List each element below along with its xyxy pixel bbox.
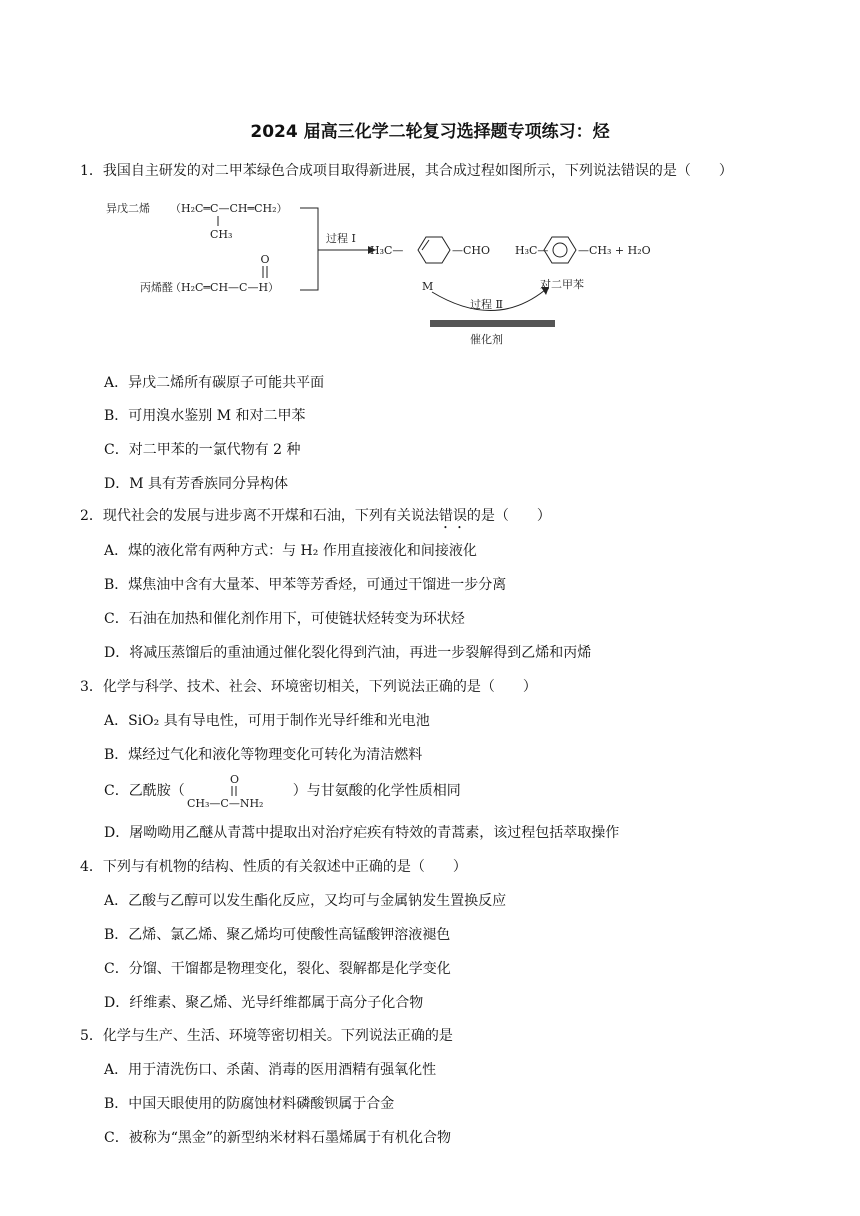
option-5c: C．被称为“黑金”的新型纳米材料石墨烯属于有机化合物 <box>104 1130 452 1146</box>
question-5-stem <box>80 1025 453 1045</box>
product-ring-aromatic <box>553 243 567 257</box>
option-5b: B．中国天眼使用的防腐蚀材料磷酸钡属于合金 <box>104 1096 395 1112</box>
option-4d: D．纤维素、聚乙烯、光导纤维都属于高分子化合物 <box>104 995 424 1011</box>
option-3a: A．SiO₂ 具有导电性，可用于制作光导纤维和光电池 <box>104 713 430 729</box>
acrolein-formula: （H₂C═CH—C—H） <box>170 281 280 294</box>
catalyst-bar <box>430 320 555 327</box>
option-1c: C．对二甲苯的一氯代物有 2 种 <box>104 442 301 458</box>
m-label: M <box>422 280 434 293</box>
option-3d: D．屠呦呦用乙醚从青蒿中提取出对治疗疟疾有特效的青蒿素，该过程包括萃取操作 <box>104 825 620 841</box>
option-3c-before: C．乙酰胺（ <box>104 783 185 799</box>
option-1d: D．M 具有芳香族同分异构体 <box>104 476 289 492</box>
acrolein-oxygen: O <box>260 253 270 266</box>
synthesis-diagram <box>100 190 670 355</box>
intermediate-right: —CHO <box>452 244 491 257</box>
isoprene-methyl: CH₃ <box>210 228 233 241</box>
option-1a: A．异戊二烯所有碳原子可能共平面 <box>104 375 325 391</box>
option-4a: A．乙酸与乙醇可以发生酯化反应，又均可与金属钠发生置换反应 <box>104 893 507 909</box>
question-text: 化学与生产、生活、环境等密切相关。下列说法正确的是 <box>102 1028 453 1044</box>
question-1-stem <box>80 160 733 180</box>
product-right: —CH₃ + H₂O <box>578 244 651 257</box>
question-text: 我国自主研发的对二甲苯绿色合成项目取得新进展，其合成过程如图所示，下列说法错误的是（ ） <box>102 163 733 179</box>
process-2-label: 过程 Ⅱ <box>470 298 503 311</box>
product-left: H₃C— <box>515 244 549 257</box>
question-number: 1． <box>80 163 103 179</box>
question-text: 现代社会的发展与进步离不开煤和石油，下列有关说法 <box>102 508 439 524</box>
intermediate-left: H₃C— <box>370 244 404 257</box>
product-name: 对二甲苯 <box>540 278 584 291</box>
question-number: 3． <box>80 679 103 695</box>
question-number: 2． <box>80 508 103 524</box>
acetamide-oxygen: O <box>229 773 239 786</box>
question-4-stem <box>80 856 467 876</box>
question-text-end: 的是（ ） <box>466 508 551 524</box>
catalyst-label: 催化剂 <box>470 333 503 346</box>
option-3b: B．煤经过气化和液化等物理变化可转化为清洁燃料 <box>104 747 423 763</box>
isoprene-formula: （H₂C═C—CH═CH₂） <box>170 202 288 215</box>
option-5a: A．用于清洗伤口、杀菌、消毒的医用酒精有强氧化性 <box>104 1062 437 1078</box>
acetamide-structure <box>185 772 293 810</box>
option-4c: C．分馏、干馏都是物理变化，裂化、裂解都是化学变化 <box>104 961 451 977</box>
option-1b: B．可用溴水鉴别 M 和对二甲苯 <box>104 408 306 424</box>
question-number: 4． <box>80 859 103 875</box>
question-number: 5． <box>80 1028 103 1044</box>
option-2b: B．煤焦油中含有大量苯、甲苯等芳香烃，可通过干馏进一步分离 <box>104 577 507 593</box>
emphasized-word: 错误 <box>438 508 467 524</box>
question-3-stem <box>80 676 537 696</box>
option-2c: C．石油在加热和催化剂作用下，可使链状烃转变为环状烃 <box>104 611 465 627</box>
merge-bracket <box>300 208 318 290</box>
acrolein-label: 丙烯醛 <box>140 281 173 294</box>
option-2d: D．将减压蒸馏后的重油通过催化裂化得到汽油，再进一步裂解得到乙烯和丙烯 <box>104 645 592 661</box>
option-4b: B．乙烯、氯乙烯、聚乙烯均可使酸性高锰酸钾溶液褪色 <box>104 927 451 943</box>
question-text: 化学与科学、技术、社会、环境密切相关，下列说法正确的是（ ） <box>102 679 537 695</box>
process-1-label: 过程 Ⅰ <box>326 232 356 245</box>
option-3c <box>104 772 461 810</box>
page-title: 2024 届高三化学二轮复习选择题专项练习：烃 <box>250 122 610 142</box>
intermediate-ring <box>418 237 450 263</box>
question-text: 下列与有机物的结构、性质的有关叙述中正确的是（ ） <box>102 859 467 875</box>
option-3c-after: ）与甘氨酸的化学性质相同 <box>292 783 461 799</box>
acetamide-formula: CH₃—C—NH₂ <box>186 797 264 810</box>
isoprene-label: 异戊二烯 <box>106 202 150 215</box>
option-2a: A．煤的液化常有两种方式：与 H₂ 作用直接液化和间接液化 <box>104 543 477 559</box>
question-2-stem <box>80 505 551 532</box>
product-ring <box>544 237 576 263</box>
